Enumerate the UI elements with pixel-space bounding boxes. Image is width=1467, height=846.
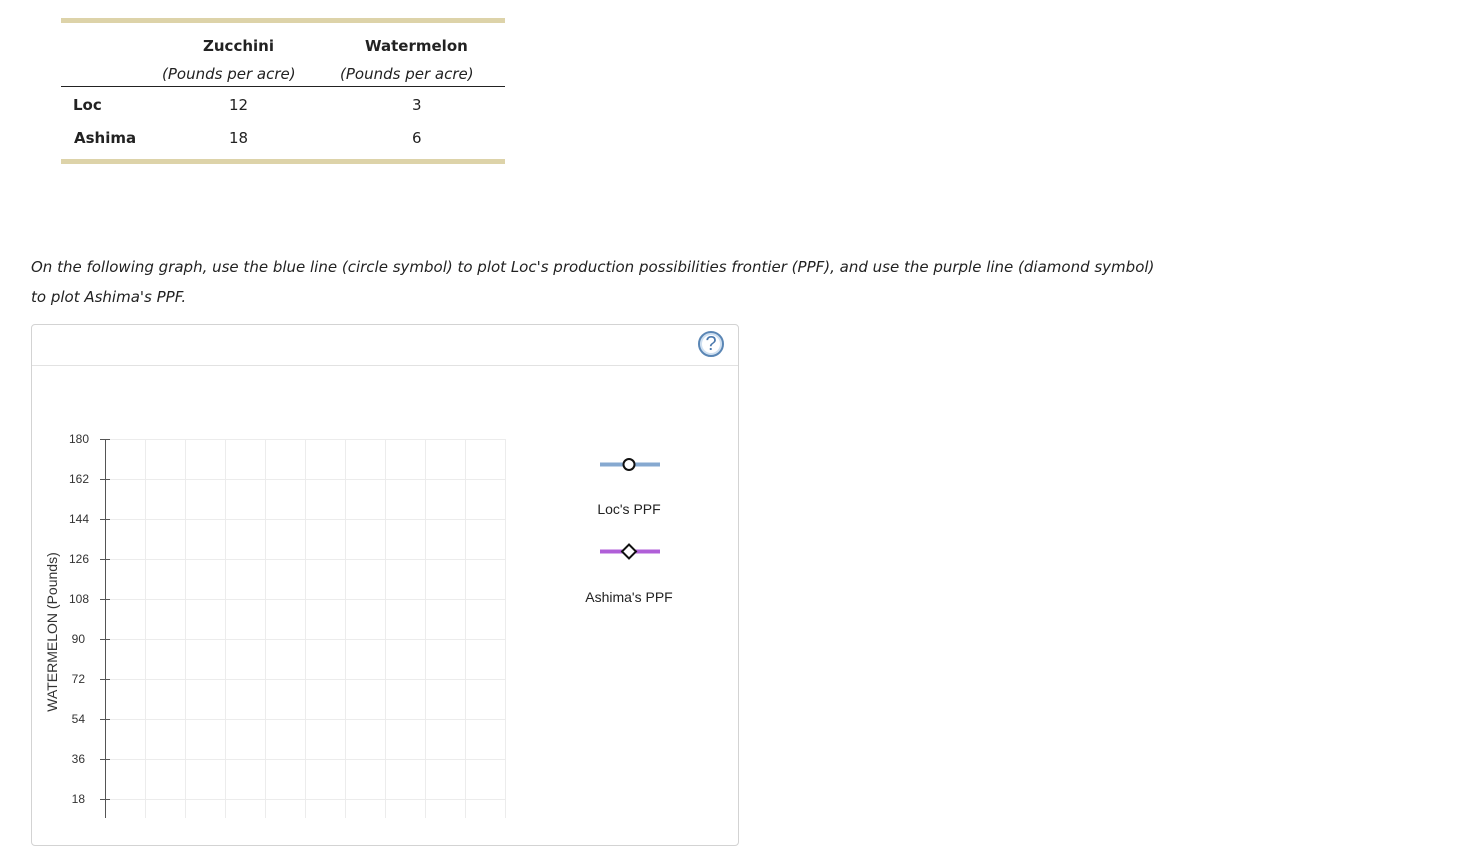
instructions-line-1: On the following graph, use the blue line (circle symbol) to plot Loc's production possibilities frontier (PPF), and use the purple line (diamond symbol) bbox=[31, 258, 1155, 276]
help-icon[interactable]: ? bbox=[698, 331, 724, 357]
header-watermelon-unit: (Pounds per acre) bbox=[340, 65, 474, 83]
y-tick-label: 90 bbox=[71, 632, 85, 646]
header-zucchini-unit: (Pounds per acre) bbox=[162, 65, 296, 83]
y-tick-label: 72 bbox=[71, 672, 85, 686]
legend-loc-ppf-tool[interactable] bbox=[598, 455, 662, 475]
legend-loc-label: Loc's PPF bbox=[597, 501, 661, 517]
header-watermelon: Watermelon bbox=[365, 37, 468, 55]
y-tick-label: 162 bbox=[68, 472, 89, 486]
y-axis-title: WATERMELON (Pounds) bbox=[44, 552, 60, 712]
y-tick-label: 36 bbox=[71, 752, 85, 766]
row-name-loc: Loc bbox=[73, 96, 102, 114]
circle-icon bbox=[624, 459, 635, 470]
diamond-icon bbox=[622, 545, 636, 559]
y-tick-label: 108 bbox=[68, 592, 89, 606]
cell-ashima-watermelon: 6 bbox=[412, 129, 422, 147]
cell-loc-zucchini: 12 bbox=[229, 96, 249, 114]
y-tick-label: 54 bbox=[71, 712, 85, 726]
y-tick-label: 18 bbox=[71, 792, 85, 806]
y-tick-label: 180 bbox=[68, 432, 89, 446]
cell-ashima-zucchini: 18 bbox=[229, 129, 249, 147]
legend-ashima-ppf-tool[interactable] bbox=[598, 542, 662, 562]
y-tick-label: 144 bbox=[68, 512, 89, 526]
header-zucchini: Zucchini bbox=[203, 37, 274, 55]
cell-loc-watermelon: 3 bbox=[412, 96, 422, 114]
instructions-line-2: to plot Ashima's PPF. bbox=[31, 288, 187, 306]
row-name-ashima: Ashima bbox=[74, 129, 137, 147]
legend-ashima-label: Ashima's PPF bbox=[585, 589, 673, 605]
grid bbox=[105, 439, 506, 818]
y-tick-label: 126 bbox=[68, 552, 89, 566]
